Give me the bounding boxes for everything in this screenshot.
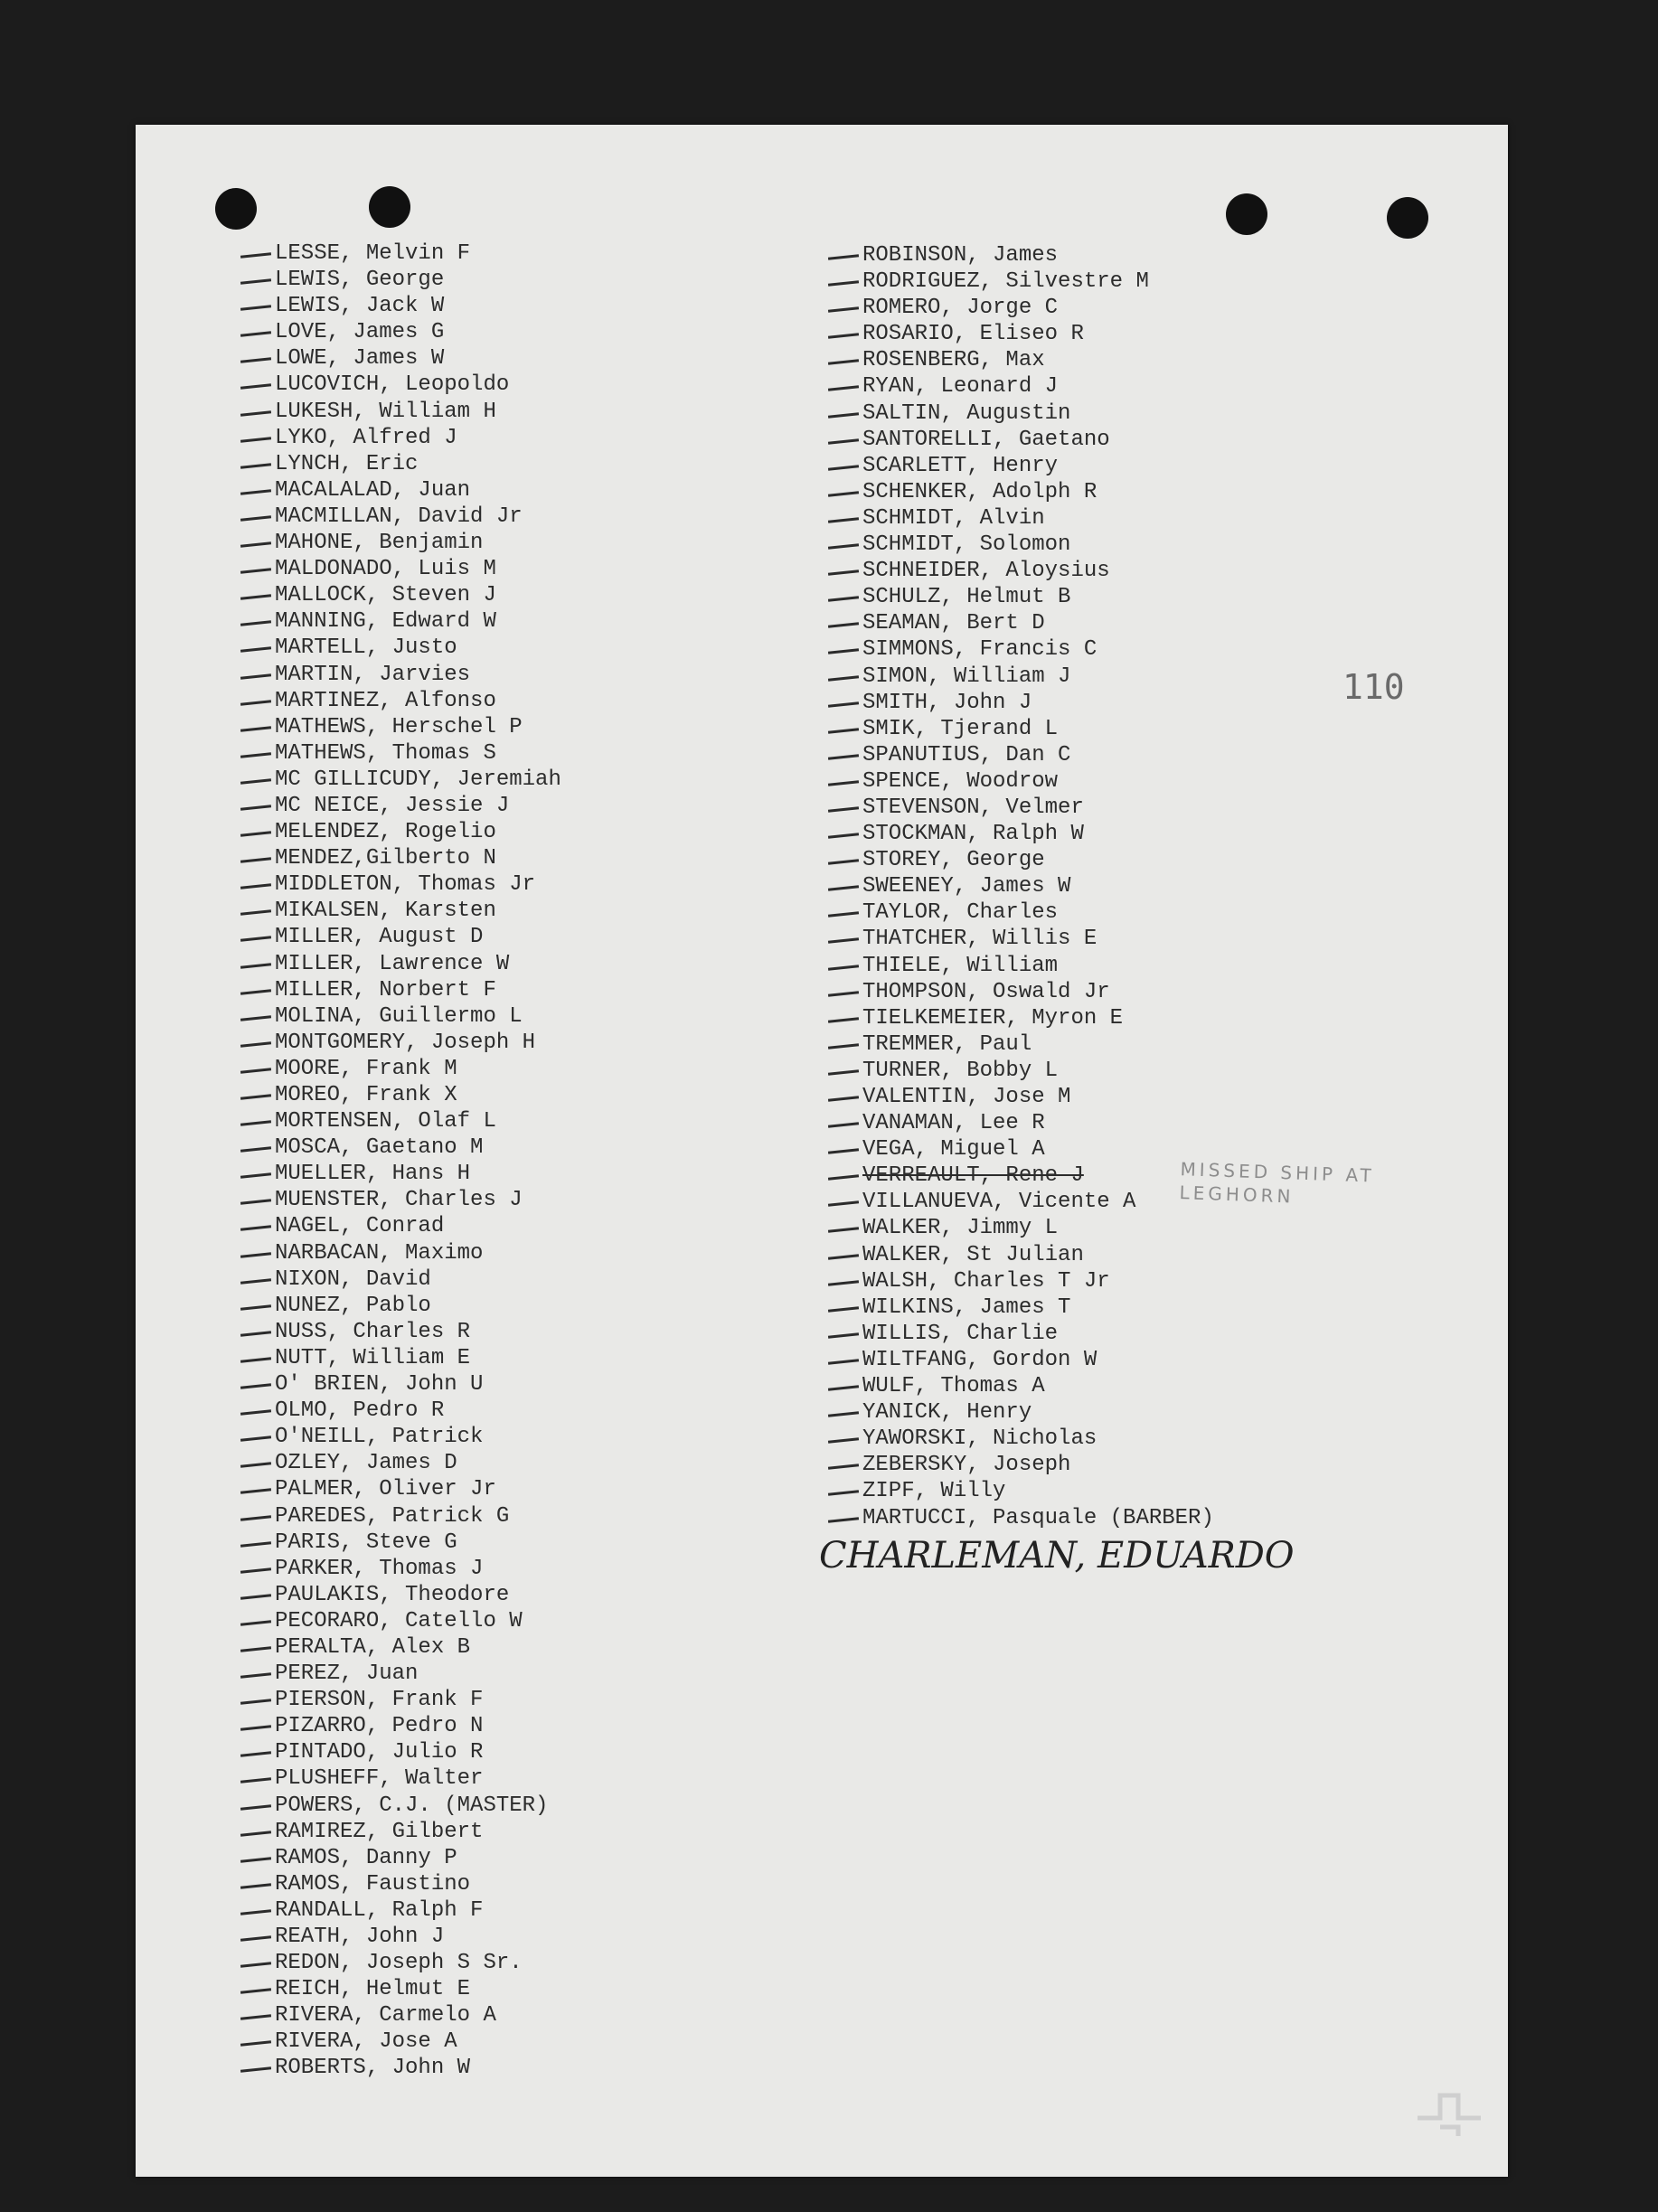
crew-name: THIELE, William	[862, 953, 1059, 978]
crew-entry	[231, 688, 561, 714]
crew-entry	[231, 662, 561, 688]
crew-name: NUTT, William E	[275, 1345, 471, 1370]
crew-name: THATCHER, Willis E	[862, 927, 1097, 952]
crew-entry	[819, 1294, 1214, 1321]
crew-name: SCHENKER, Adolph R	[862, 479, 1097, 504]
crew-entry	[819, 926, 1214, 952]
crew-name: RAMOS, Faustino	[275, 1871, 471, 1897]
crew-entry	[819, 636, 1214, 663]
crew-entry	[231, 819, 561, 845]
crew-name: TURNER, Bobby L	[862, 1058, 1059, 1083]
crew-entry	[231, 1371, 561, 1398]
crew-name: MALDONADO, Luis M	[275, 557, 496, 582]
crew-entry	[231, 1161, 561, 1187]
crew-name: ZIPF, Willy	[862, 1479, 1006, 1504]
crew-entry	[231, 1476, 561, 1502]
crew-entry	[819, 1031, 1214, 1058]
crew-name: WALKER, Jimmy L	[862, 1216, 1059, 1241]
crew-entry	[231, 556, 561, 582]
crew-name: NUSS, Charles R	[275, 1319, 471, 1344]
crew-entry	[231, 240, 561, 267]
crew-entry	[231, 2055, 561, 2081]
crew-name: VERREAULT, Rene J	[862, 1163, 1084, 1189]
crew-entry	[819, 1268, 1214, 1294]
crew-name: SPANUTIUS, Dan C	[862, 742, 1071, 767]
crew-name: MACMILLAN, David Jr	[275, 504, 523, 529]
crew-entry	[231, 1319, 561, 1345]
crew-entry	[819, 1347, 1214, 1373]
crew-entry	[819, 1058, 1214, 1084]
crew-name: ROBINSON, James	[862, 243, 1059, 268]
crew-name: MONTGOMERY, Joseph H	[275, 1030, 536, 1055]
crew-name: MIKALSEN, Karsten	[275, 899, 496, 924]
crew-entry	[819, 427, 1214, 453]
crew-entry	[819, 742, 1214, 768]
crew-entry	[819, 242, 1214, 268]
crew-name: MATHEWS, Herschel P	[275, 714, 523, 739]
crew-name: VILLANUEVA, Vicente A	[862, 1190, 1136, 1215]
crew-name: SIMMONS, Francis C	[862, 637, 1097, 663]
crew-name: STOCKMAN, Ralph W	[862, 822, 1084, 847]
crew-name: OZLEY, James D	[275, 1451, 457, 1476]
crew-entry	[231, 793, 561, 819]
crew-entry	[819, 584, 1214, 610]
crew-name: WALSH, Charles T Jr	[862, 1268, 1110, 1294]
punch-hole	[1387, 197, 1428, 239]
crew-name: STEVENSON, Velmer	[862, 795, 1084, 820]
crew-name: MOSCA, Gaetano M	[275, 1135, 484, 1161]
crew-entry	[231, 530, 561, 556]
crew-name: PALMER, Oliver Jr	[275, 1477, 496, 1502]
crew-entry	[231, 871, 561, 898]
crew-entry	[231, 477, 561, 504]
crew-entry	[231, 504, 561, 530]
crew-entry	[819, 1136, 1214, 1162]
crew-entry	[231, 267, 561, 293]
crew-entry	[231, 1608, 561, 1634]
punch-hole	[369, 186, 410, 228]
crew-name: RAMIREZ, Gilbert	[275, 1819, 484, 1844]
crew-entry	[231, 767, 561, 793]
crew-entry	[819, 1505, 1214, 1531]
crew-name: RANDALL, Ralph F	[275, 1897, 484, 1923]
crew-entry	[231, 1530, 561, 1556]
crew-name: SMITH, John J	[862, 690, 1032, 715]
crew-name: THOMPSON, Oswald Jr	[862, 979, 1110, 1004]
crew-name: OLMO, Pedro R	[275, 1398, 445, 1424]
crew-name: PARIS, Steve G	[275, 1530, 457, 1555]
crew-entry	[819, 1189, 1214, 1215]
crew-name: SPENCE, Woodrow	[862, 768, 1059, 794]
crew-entry	[819, 768, 1214, 795]
crew-entry	[819, 716, 1214, 742]
crew-entry	[231, 1082, 561, 1108]
crew-name: MIDDLETON, Thomas Jr	[275, 872, 536, 898]
crew-entry	[231, 319, 561, 345]
crew-name: MC GILLICUDY, Jeremiah	[275, 767, 561, 792]
crew-name: MELENDEZ, Rogelio	[275, 820, 496, 845]
crew-entry	[819, 558, 1214, 584]
crew-entry	[231, 1213, 561, 1239]
crew-name: ROMERO, Jorge C	[862, 296, 1059, 321]
crew-entry	[819, 347, 1214, 373]
crew-entry	[819, 1478, 1214, 1504]
crew-entry	[819, 505, 1214, 532]
crew-entry	[819, 873, 1214, 899]
crew-entry	[819, 1373, 1214, 1399]
crew-entry	[231, 1056, 561, 1082]
crew-name: MOLINA, Guillermo L	[275, 1003, 523, 1029]
crew-name: WULF, Thomas A	[862, 1374, 1045, 1399]
crew-name: LOVE, James G	[275, 320, 445, 345]
crew-name: MACALALAD, Juan	[275, 477, 471, 503]
crew-entry	[231, 1976, 561, 2002]
crew-entry	[231, 845, 561, 871]
crew-name: TAYLOR, Charles	[862, 900, 1059, 926]
crew-name: O'NEILL, Patrick	[275, 1425, 484, 1450]
crew-entry	[819, 847, 1214, 873]
crew-name: MARTINEZ, Alfonso	[275, 688, 496, 713]
crew-name: LUKESH, William H	[275, 399, 496, 424]
crew-entry	[231, 1582, 561, 1608]
crew-name: SEAMAN, Bert D	[862, 611, 1045, 636]
crew-entry	[819, 1242, 1214, 1268]
crew-name: SWEENEY, James W	[862, 874, 1071, 899]
crew-entry	[231, 1424, 561, 1450]
crew-entry	[231, 1845, 561, 1871]
crew-entry	[231, 1345, 561, 1371]
crew-name: YAWORSKI, Nicholas	[862, 1426, 1097, 1452]
page-number: 110	[1342, 667, 1405, 707]
handwritten-entry: CHARLEMAN, EDUARDO	[819, 1535, 1295, 1577]
crew-name: O' BRIEN, John U	[275, 1372, 484, 1398]
crew-entry	[231, 714, 561, 740]
crew-entry	[231, 924, 561, 950]
crew-name: PLUSHEFF, Walter	[275, 1766, 484, 1792]
crew-entry	[231, 1556, 561, 1582]
crew-entry	[231, 951, 561, 977]
crew-name: PINTADO, Julio R	[275, 1740, 484, 1765]
crew-entry	[231, 1793, 561, 1819]
crew-name: WILLIS, Charlie	[862, 1321, 1059, 1346]
crew-entry	[819, 479, 1214, 505]
crew-name: SANTORELLI, Gaetano	[862, 427, 1110, 452]
crew-entry	[231, 399, 561, 425]
crew-entry	[231, 977, 561, 1003]
crew-name: SCHMIDT, Solomon	[862, 532, 1071, 558]
crew-name: PARKER, Thomas J	[275, 1556, 484, 1581]
crew-name: MENDEZ,Gilberto N	[275, 846, 496, 871]
crew-name: MATHEWS, Thomas S	[275, 740, 496, 766]
crew-name: TREMMER, Paul	[862, 1031, 1032, 1057]
crew-name: ZEBERSKY, Joseph	[862, 1453, 1071, 1478]
crew-entry	[819, 1452, 1214, 1478]
crew-entry	[231, 1240, 561, 1266]
crew-entry	[231, 345, 561, 372]
crew-entry	[231, 372, 561, 398]
crew-entry	[819, 690, 1214, 716]
crew-name: LYNCH, Eric	[275, 451, 419, 476]
crew-entry	[231, 1030, 561, 1056]
crew-name: RYAN, Leonard J	[862, 374, 1059, 400]
crew-entry	[819, 268, 1214, 295]
right-name-column	[819, 242, 1214, 1531]
crew-entry	[819, 532, 1214, 558]
crew-name: LUCOVICH, Leopoldo	[275, 372, 510, 398]
crew-name: PEREZ, Juan	[275, 1661, 419, 1687]
crew-entry	[819, 899, 1214, 926]
crew-name: NIXON, David	[275, 1266, 431, 1292]
crew-name: RIVERA, Jose A	[275, 2029, 457, 2055]
crew-name: PAREDES, Patrick G	[275, 1503, 510, 1529]
crew-name: SCARLETT, Henry	[862, 453, 1059, 478]
crew-name: WILTFANG, Gordon W	[862, 1347, 1097, 1372]
punch-hole	[215, 188, 257, 230]
crew-name: SCHULZ, Helmut B	[862, 585, 1071, 610]
crew-name: TIELKEMEIER, Myron E	[862, 1005, 1124, 1031]
crew-name: REATH, John J	[275, 1925, 445, 1949]
crew-entry	[231, 740, 561, 767]
crew-entry	[231, 1398, 561, 1424]
crew-name: SALTIN, Augustin	[862, 400, 1071, 426]
crew-entry	[819, 1215, 1214, 1241]
crew-name: POWERS, C.J. (MASTER)	[275, 1793, 549, 1818]
crew-name: LEWIS, Jack W	[275, 294, 445, 319]
crew-name: MC NEICE, Jessie J	[275, 793, 510, 818]
crew-entry	[819, 1426, 1214, 1452]
crew-name: MOREO, Frank X	[275, 1083, 457, 1107]
punch-hole	[1226, 193, 1267, 235]
crew-name: MAHONE, Benjamin	[275, 531, 484, 556]
crew-name: SMIK, Tjerand L	[862, 716, 1059, 741]
crew-entry	[231, 635, 561, 661]
crew-entry	[819, 295, 1214, 321]
crew-name: PIZARRO, Pedro N	[275, 1714, 484, 1739]
crew-entry	[231, 1450, 561, 1476]
crew-entry	[819, 1005, 1214, 1031]
crew-name: MALLOCK, Steven J	[275, 583, 496, 608]
crew-entry	[231, 1187, 561, 1213]
crew-entry	[231, 1897, 561, 1924]
crew-name: MARTIN, Jarvies	[275, 662, 471, 687]
crew-entry	[231, 1293, 561, 1319]
crew-entry	[231, 1266, 561, 1293]
crew-name: LEWIS, George	[275, 268, 445, 293]
crew-entry	[819, 1110, 1214, 1136]
crew-name: RAMOS, Danny P	[275, 1845, 457, 1870]
crew-name: PECORARO, Catello W	[275, 1608, 523, 1633]
crew-name: YANICK, Henry	[862, 1400, 1032, 1426]
crew-entry	[231, 1924, 561, 1950]
crew-entry	[819, 1321, 1214, 1347]
crew-name: WILKINS, James T	[862, 1294, 1071, 1320]
crew-name: MUELLER, Hans H	[275, 1162, 471, 1187]
crew-entry	[231, 1134, 561, 1161]
crew-entry	[231, 608, 561, 635]
crew-name: WALKER, St Julian	[862, 1242, 1084, 1267]
crew-entry	[231, 2028, 561, 2055]
crew-name: MOORE, Frank M	[275, 1056, 457, 1081]
crew-name: PAULAKIS, Theodore	[275, 1582, 510, 1607]
crew-name: ROBERTS, John W	[275, 2056, 471, 2081]
left-name-column	[231, 240, 561, 2082]
crew-entry	[819, 1399, 1214, 1426]
corner-stamp-icon	[1408, 2077, 1490, 2141]
crew-entry	[819, 953, 1214, 979]
crew-entry	[231, 1871, 561, 1897]
crew-name: MARTUCCI, Pasquale (BARBER)	[862, 1505, 1214, 1530]
manifest-sheet	[136, 125, 1508, 2177]
crew-entry	[819, 979, 1214, 1005]
crew-name: PERALTA, Alex B	[275, 1634, 471, 1660]
crew-entry	[231, 1687, 561, 1713]
crew-entry	[231, 1765, 561, 1792]
crew-name: SCHMIDT, Alvin	[862, 505, 1045, 531]
crew-entry	[231, 1739, 561, 1765]
crew-entry	[231, 1003, 561, 1030]
crew-entry	[231, 1950, 561, 1976]
crew-entry	[231, 1503, 561, 1530]
crew-name: REDON, Joseph S Sr.	[275, 1951, 523, 1976]
crew-name: RODRIGUEZ, Silvestre M	[862, 269, 1149, 295]
crew-entry	[819, 1162, 1214, 1189]
crew-name: MARTELL, Justo	[275, 635, 457, 661]
crew-name: MUENSTER, Charles J	[275, 1188, 523, 1213]
crew-name: NAGEL, Conrad	[275, 1214, 445, 1239]
crew-entry	[231, 451, 561, 477]
crew-entry	[819, 664, 1214, 690]
crew-entry	[231, 1713, 561, 1739]
crew-name: ROSENBERG, Max	[862, 348, 1045, 373]
crew-name: SCHNEIDER, Aloysius	[862, 559, 1110, 584]
crew-name: LYKO, Alfred J	[275, 425, 457, 450]
crew-name: VANAMAN, Lee R	[862, 1111, 1045, 1136]
crew-name: VALENTIN, Jose M	[862, 1085, 1071, 1109]
crew-entry	[819, 453, 1214, 479]
crew-entry	[231, 293, 561, 319]
crew-entry	[819, 610, 1214, 636]
crew-name: MILLER, August D	[275, 925, 484, 950]
crew-entry	[231, 898, 561, 924]
crew-name: STOREY, George	[862, 848, 1045, 873]
crew-name: MILLER, Lawrence W	[275, 951, 510, 976]
crew-entry	[819, 821, 1214, 847]
crew-name: REICH, Helmut E	[275, 1977, 471, 2002]
crew-name: MILLER, Norbert F	[275, 977, 496, 1002]
crew-name: SIMON, William J	[862, 664, 1071, 689]
crew-entry	[819, 373, 1214, 400]
missed-ship-annotation: MISSED SHIP AT LEGHORN	[1179, 1158, 1376, 1208]
crew-entry	[231, 2002, 561, 2028]
crew-name: ROSARIO, Eliseo R	[862, 322, 1084, 347]
crew-name: PIERSON, Frank F	[275, 1688, 484, 1713]
crew-name: VEGA, Miguel A	[862, 1137, 1045, 1162]
crew-name: NARBACAN, Maximo	[275, 1240, 484, 1266]
crew-entry	[819, 1084, 1214, 1110]
crew-name: MORTENSEN, Olaf L	[275, 1109, 496, 1134]
crew-name: LOWE, James W	[275, 346, 445, 372]
crew-entry	[231, 1661, 561, 1687]
crew-entry	[231, 582, 561, 608]
crew-entry	[231, 1819, 561, 1845]
crew-entry	[819, 321, 1214, 347]
crew-name: MANNING, Edward W	[275, 609, 496, 635]
crew-entry	[819, 400, 1214, 427]
crew-entry	[231, 1108, 561, 1134]
crew-name: LESSE, Melvin F	[275, 241, 471, 266]
crew-name: RIVERA, Carmelo A	[275, 2003, 496, 2028]
crew-entry	[231, 1634, 561, 1661]
crew-entry	[231, 425, 561, 451]
crew-entry	[819, 795, 1214, 821]
crew-name: NUNEZ, Pablo	[275, 1293, 431, 1318]
